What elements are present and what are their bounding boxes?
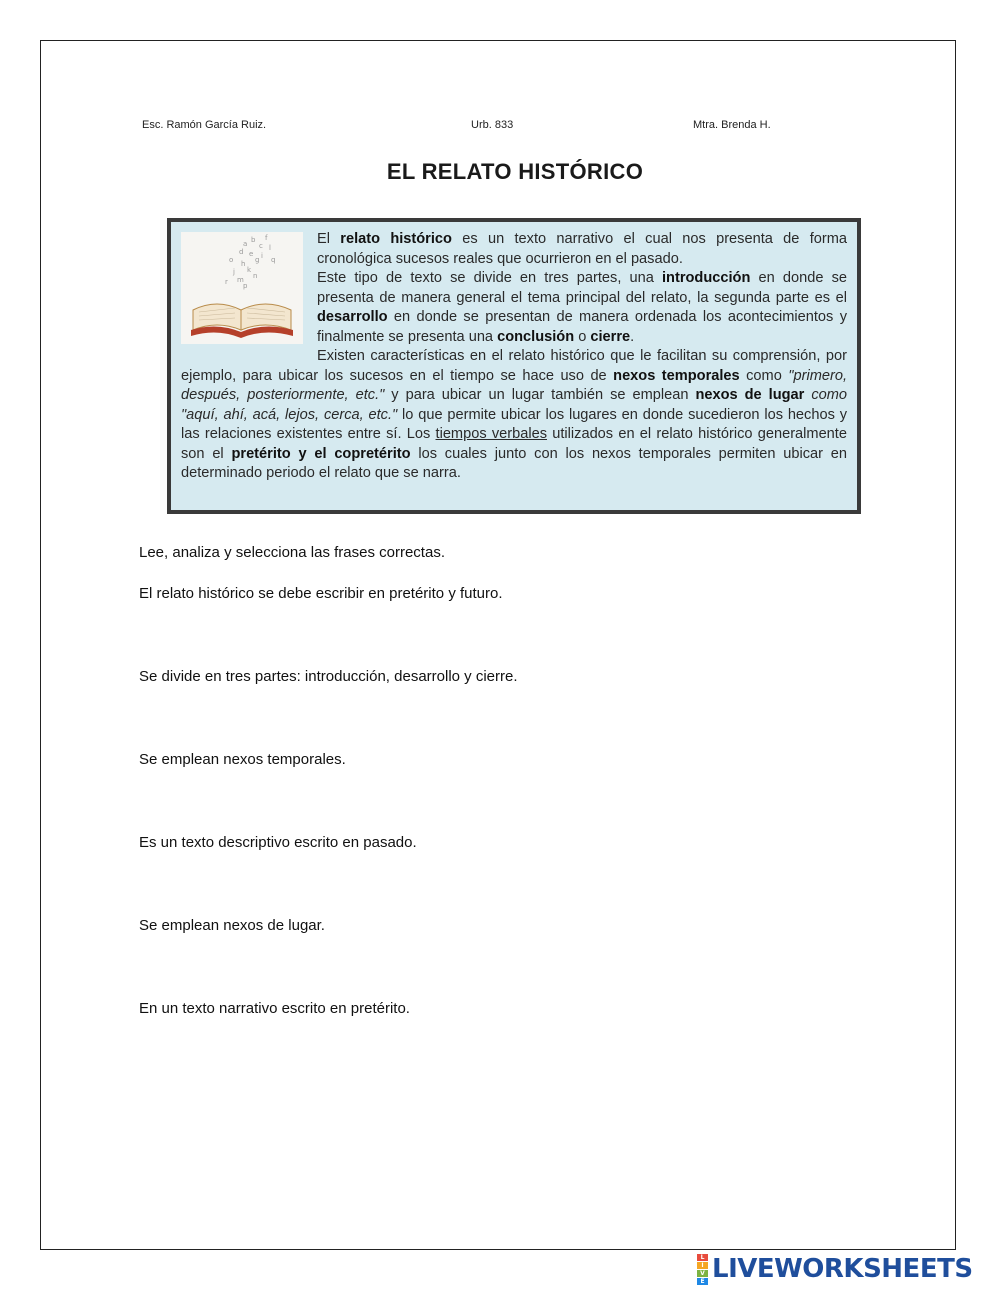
statement-option[interactable]: El relato histórico se debe escribir en pretérito y futuro. [139,585,503,602]
svg-text:p: p [243,282,248,290]
svg-text:c: c [259,242,263,250]
instruction-text: Lee, analiza y selecciona las frases correctas. [139,544,445,561]
page-title: EL RELATO HISTÓRICO [386,159,644,184]
worksheet-page [40,40,956,1250]
svg-text:a: a [243,240,248,248]
brand-name: LIVEWORKSHEETS [712,1254,973,1284]
svg-text:q: q [271,256,276,264]
svg-text:i: i [261,252,263,260]
statement-option[interactable]: Se divide en tres partes: introducción, desarrollo y cierre. [139,668,518,685]
svg-text:b: b [251,236,256,244]
info-paragraph-1: El relato histórico es un texto narrativo el cual nos presenta de forma cronológica sucesos reales que ocurrieron en el pasado. [317,231,848,267]
svg-text:n: n [253,272,258,280]
info-paragraph-3: Existen características en el relato histórico que le facilitan su comprensión, por ejemplo, para ubicar los sucesos en el tiempo se hace uso de nexos temporales como "primero, después, posteriormente, etc." y para ubicar un lugar también se emplean nexos de lugar como "aquí, ahí, acá, lejos, cerca, etc." lo que permite ubicar los lugares en donde sucedieron los hechos y las relaciones existentes entre sí. Los tiempos verbales utilizados en el relato histórico generalmente son el pretérito y el copretérito los cuales junto con los nexos temporales permiten ubicar en determinado periodo el relato que se narra. [181,348,848,481]
liveworksheets-logo [697,1252,973,1286]
statement-option[interactable]: Se emplean nexos temporales. [139,751,346,768]
urb-number: Urb. 833 [471,119,514,131]
cube-letter: V [697,1270,708,1277]
live-cubes-icon [697,1254,708,1285]
svg-text:l: l [269,244,271,252]
open-book-icon [181,232,303,344]
svg-text:j: j [233,268,235,276]
svg-text:o: o [229,256,234,264]
statement-option[interactable]: Se emplean nexos de lugar. [139,917,325,934]
svg-text:g: g [255,256,260,264]
teacher-name: Mtra. Brenda H. [693,119,771,131]
svg-text:d: d [239,248,244,256]
svg-text:f: f [265,234,268,242]
cube-letter: E [697,1278,708,1285]
info-paragraph-2: Este tipo de texto se divide en tres partes, una introducción en donde se presenta de manera general el tema principal del relato, la segunda parte es el desarrollo en donde se presentan de manera ordenada los acontecimientos y finalmente se presenta una conclusión o cierre. [317,270,847,345]
svg-text:r: r [225,278,228,286]
cube-letter: L [697,1254,708,1261]
svg-text:m: m [237,276,244,284]
statement-option[interactable]: Es un texto descriptivo escrito en pasado. [139,834,417,851]
statement-option[interactable]: En un texto narrativo escrito en pretérito. [139,1000,410,1017]
book-illustration [181,232,303,344]
svg-text:e: e [249,250,254,258]
cube-letter: I [697,1262,708,1269]
info-box [167,218,861,514]
svg-text:k: k [247,266,252,274]
svg-text:h: h [241,260,246,268]
school-name: Esc. Ramón García Ruiz. [142,119,267,131]
